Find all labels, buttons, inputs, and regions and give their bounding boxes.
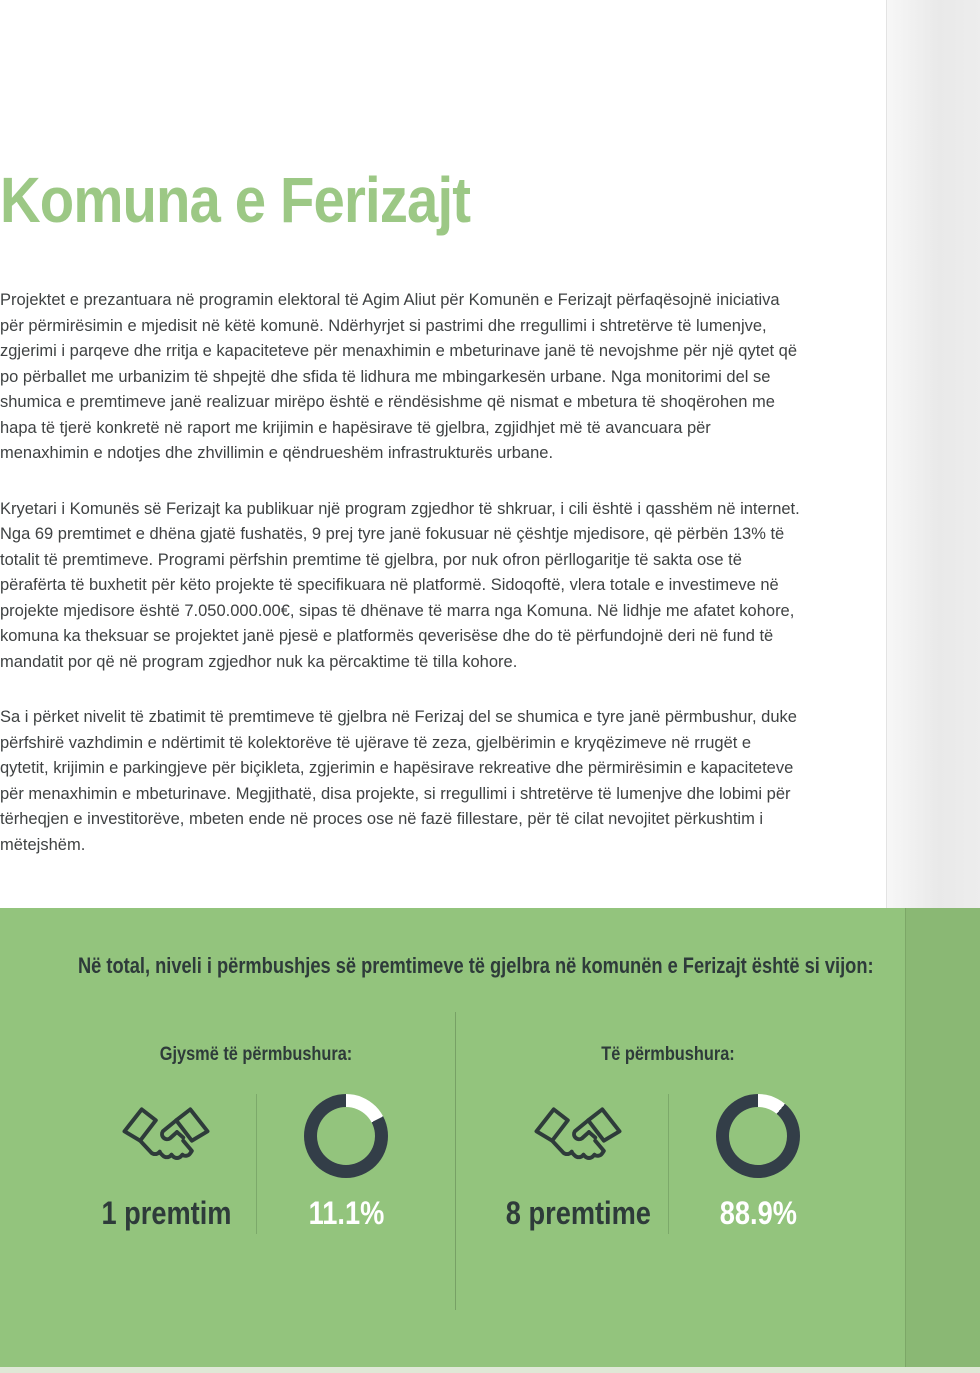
stat-group-half-fulfilled: [76, 1044, 436, 1231]
paragraph-2: Kryetari i Komunës së Ferizajt ka publikuar një program zgjedhor të shkruar, i cili është i qasshëm në internet. Nga 69 premtimet e dhëna gjatë fushatës, 9 prej tyre janë fokusuar në çështje mjedisore, që përbën 13% të totalit të premtimeve. Programi përfshin premtime të gjelbra, por nuk ofron përllogaritje të sakta ose të përafërta të buxhetit për këto projekte të specifikuara në platformë. Sidoqoftë, vlera totale e investimeve në projekte mjedisore është 7.050.000.00€, sipas të dhënave të marra nga Komuna. Në lidhje me afatet kohore, komuna ka theksuar se projektet janë pjesë e platformës qeverisëse dhe do të përfundojnë deri në fund të mandatit por që në program zgjedhor nuk ka përcaktime të tilla kohore.: [0, 499, 800, 671]
summary-heading: Në total, niveli i përmbushjes së premtimeve të gjelbra në komunën e Ferizajt është si vijon:: [78, 953, 874, 978]
handshake-icon: [119, 1095, 213, 1177]
page-title: Komuna e Ferizajt: [0, 164, 471, 236]
stat-percent: 11.1%: [308, 1195, 384, 1231]
vertical-divider: [455, 1012, 456, 1310]
stat-count: 8 premtime: [505, 1195, 651, 1231]
page-edge-strip: [886, 0, 980, 908]
donut-chart-11-percent: [304, 1094, 388, 1178]
stat-count: 1 premtim: [101, 1195, 231, 1231]
paragraph-1: Projektet e prezantuara në programin elektoral të Agim Aliut për Komunën e Ferizajt përfaqësojnë iniciativa për përmirësimin e mjedisit në këtë komunë. Ndërhyrjet si pastrimi dhe rregullimi i shtretërve të lumenjve, zgjerimi i parqeve dhe rritja e kapaciteteve për menaxhimin e mbeturinave janë të nevojshme për një qytet që po përballet me urbanizim të shpejtë dhe sfida të lidhura me mbingarkesën urbane. Nga monitorimi del se shumica e premtimeve janë realizuar mirëpo është e rëndësishme që nismat e mbetura të shoqërohen me hapa të tjerë konkretë në raport me krijimin e hapësirave të gjelbra, zgjidhjet më të avancuara për menaxhimin e ndotjes dhe zhvillimin e qëndrueshëm infrastrukturës urbane.: [0, 291, 798, 462]
handshake-icon: [531, 1095, 625, 1177]
donut-hole: [317, 1107, 375, 1165]
summary-panel: [0, 908, 980, 1373]
stat-percent: 88.9%: [719, 1195, 797, 1231]
stat-label: Të përmbushura:: [601, 1044, 735, 1065]
donut-hole: [729, 1107, 787, 1165]
paragraph-3: Sa i përket nivelit të zbatimit të premtimeve të gjelbra në Ferizaj del se shumica e tyre janë përmbushur, duke përfshirë vazhdimin e ndërtimit të kolektorëve të ujërave të zeza, gjelbërimin e kryqëzimeve në rrugët e qytetit, krijimin e parkingjeve për biçikleta, zgjerimin e hapësirave rekreative dhe përmirësimin e kapaciteteve për menaxhimin e mbeturinave. Megjithatë, disa projekte, si rregullimi i shtretërve të lumenjve dhe lobimi për tërheqjen e investitorëve, mbeten ende në proces ose në fazë fillestare, për të cilat nevojitet përkushtim i mëtejshëm.: [0, 708, 797, 854]
stat-sub-divider: [256, 1094, 257, 1234]
page-edge-shade: [905, 908, 980, 1373]
stat-sub-divider: [668, 1094, 669, 1234]
body-text: [0, 288, 802, 888]
stat-label: Gjysmë të përmbushura:: [159, 1044, 353, 1065]
donut-chart-89-percent: [716, 1094, 800, 1178]
stat-group-fulfilled: [488, 1044, 848, 1231]
page-bottom-edge: [0, 1367, 980, 1373]
